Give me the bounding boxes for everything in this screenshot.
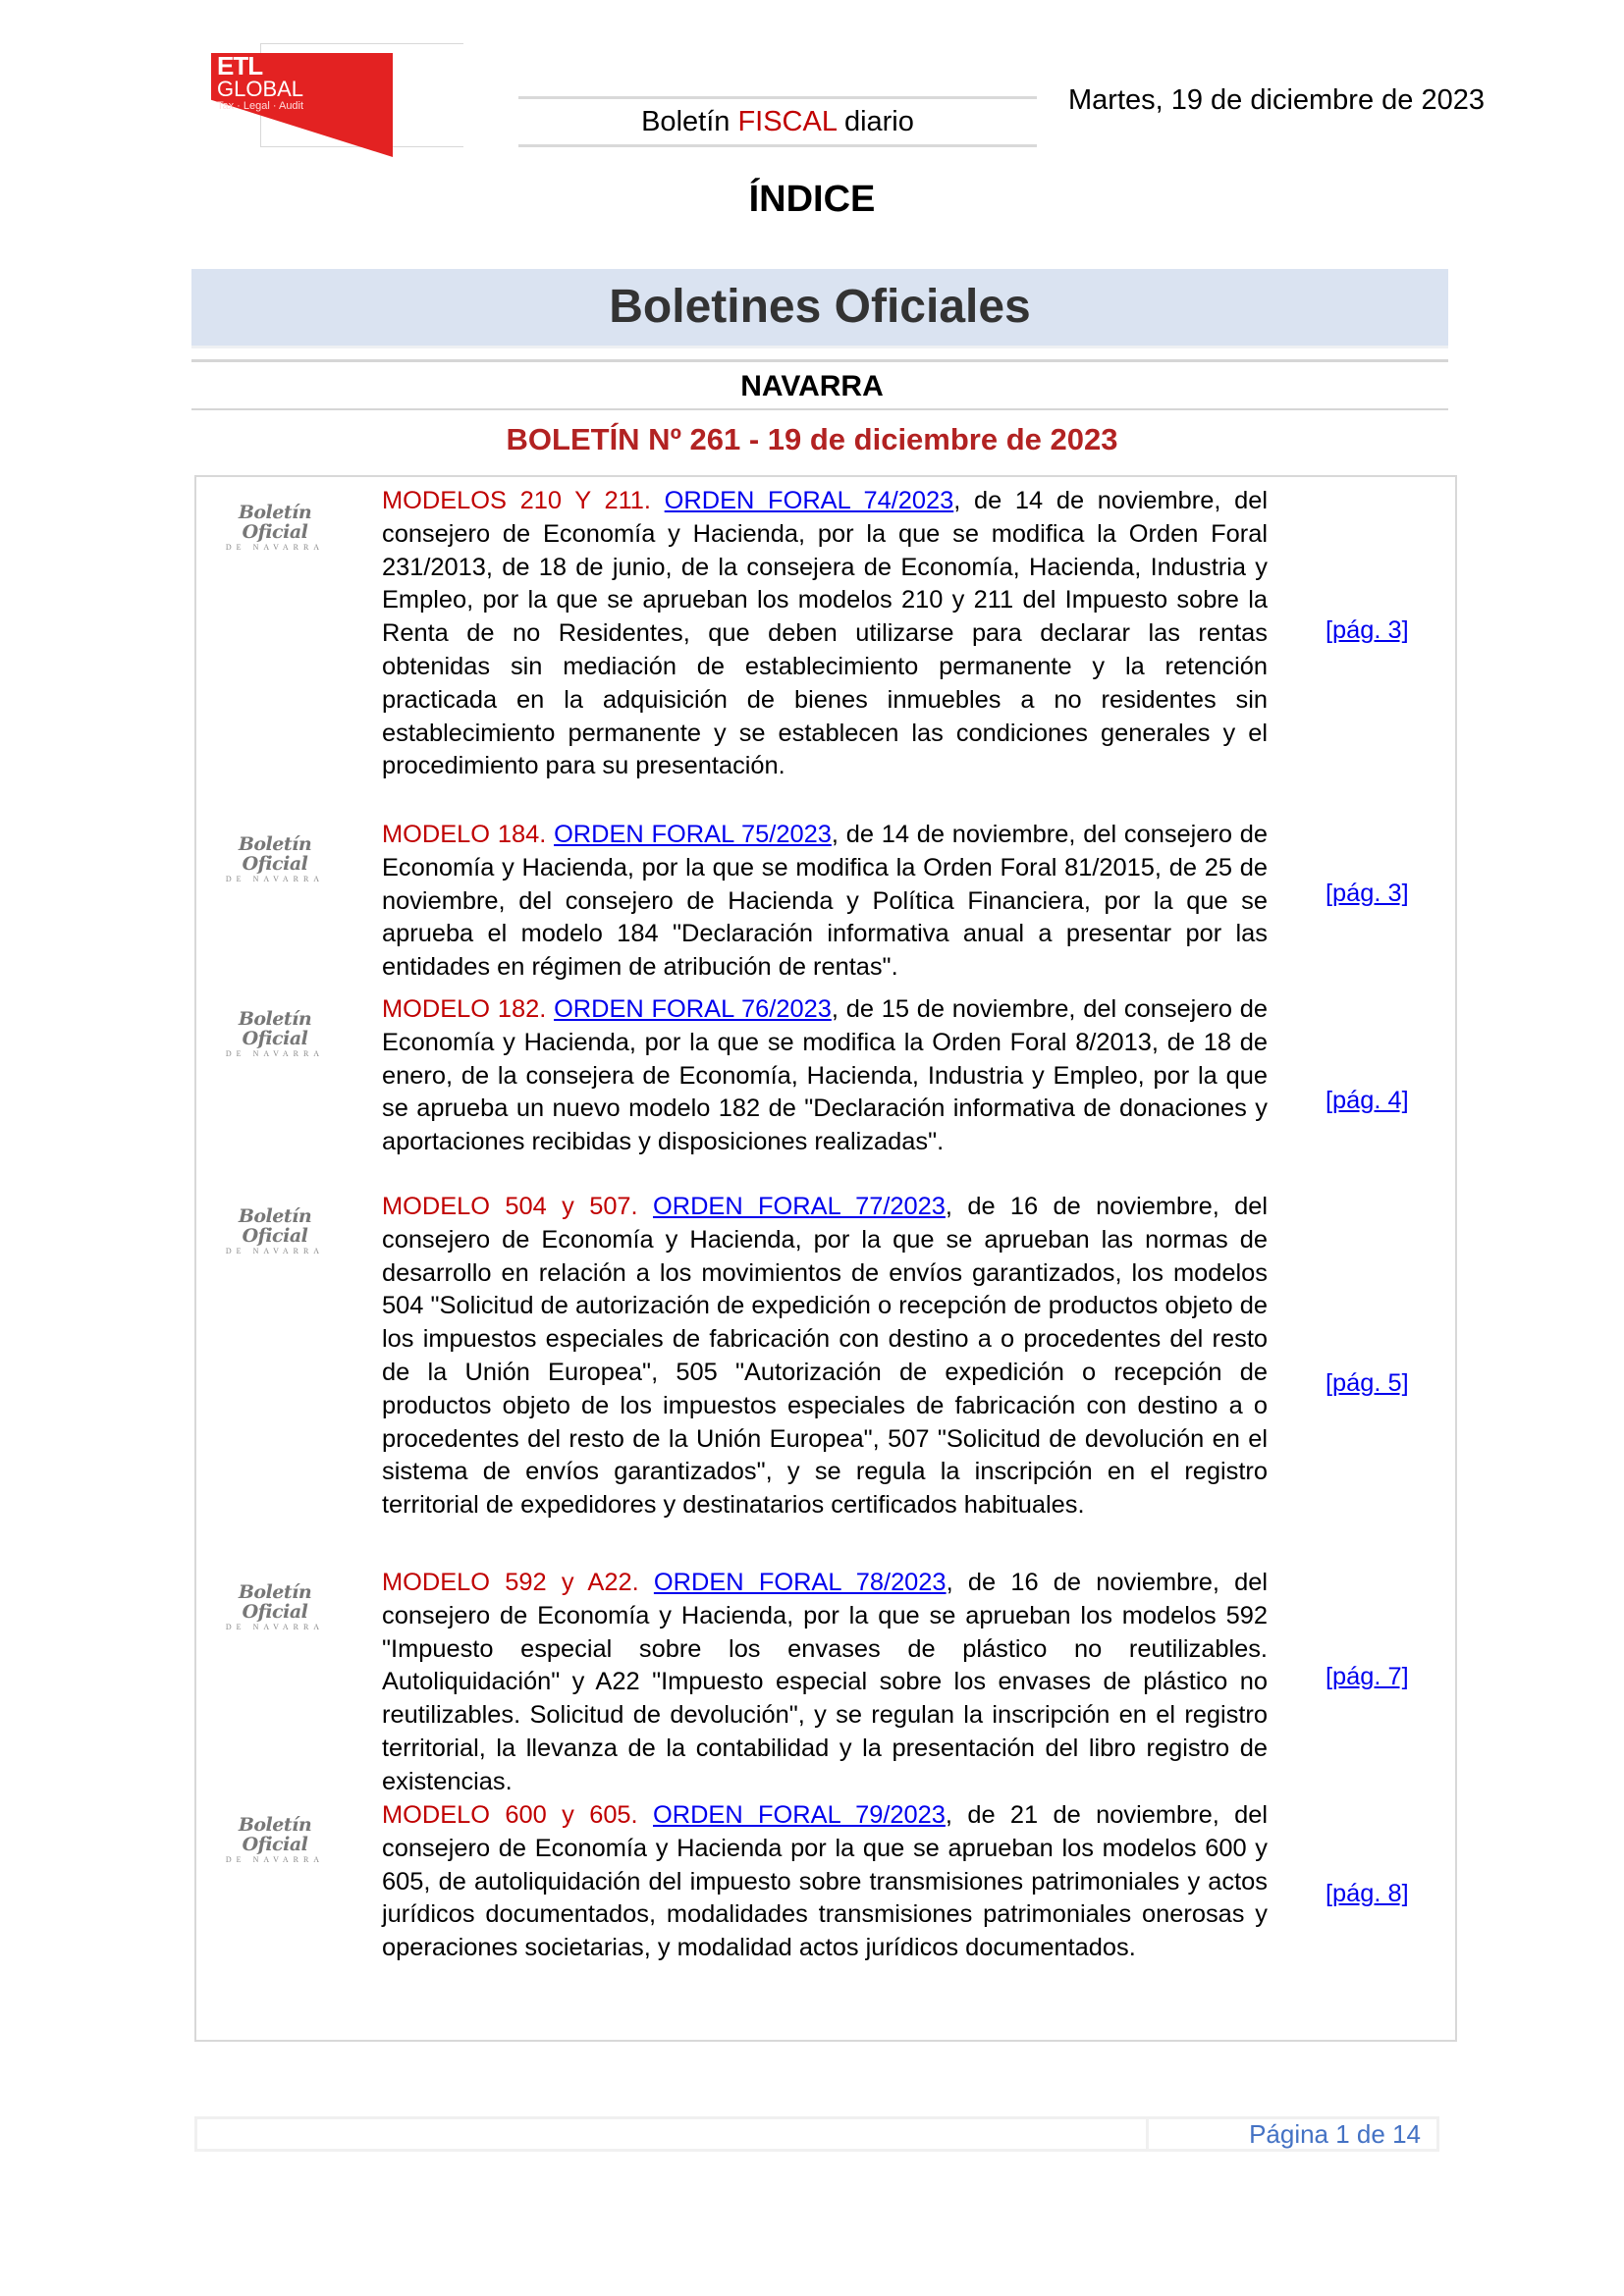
orden-foral-link[interactable]: ORDEN FORAL 74/2023 xyxy=(664,487,954,514)
modelo-label: MODELOS 210 Y 211. xyxy=(382,487,665,514)
page-link[interactable]: [pág. 8] xyxy=(1326,1880,1409,1907)
source-logo-line1: Boletín Oficial xyxy=(238,833,312,875)
entry-description: , de 14 de noviembre, del consejero de Economía y Hacienda, por la que se modifica la Orden Foral 81/2015, de 25 de noviembre, del consejero de Hacienda y Política Financiera, por la que se aprueba el modelo 184 "Declaración informativa anual a presentar por las entidades en régimen de atribución de rentas". xyxy=(382,821,1269,982)
page-link[interactable]: [pág. 7] xyxy=(1326,1663,1409,1690)
bulletin-title: BOLETÍN Nº 261 - 19 de diciembre de 2023 xyxy=(506,422,1118,456)
entry-text xyxy=(382,1799,1268,1965)
entry-description: , de 15 de noviembre, del consejero de Economía y Hacienda, por la que se modifica la Orden Foral 8/2013, de 18 de enero, de la consejera de Economía, Hacienda, Industria y Empleo, por la que se aprueba un nuevo modelo 182 de "Declaración informativa de donaciones y aportaciones recibidas y disposiciones realizadas". xyxy=(382,995,1269,1156)
source-logo-line2: DE NAVARRA xyxy=(225,1247,325,1255)
source-logo-line2: DE NAVARRA xyxy=(225,875,325,883)
page-footer xyxy=(194,2116,1439,2152)
source-logo-line1: Boletín Oficial xyxy=(238,1008,312,1049)
title-suffix: diario xyxy=(836,106,914,137)
orden-foral-link[interactable]: ORDEN FORAL 75/2023 xyxy=(554,821,832,848)
modelo-label: MODELO 184. xyxy=(382,821,555,848)
entry-text xyxy=(382,819,1268,985)
page-link[interactable]: [pág. 3] xyxy=(1326,616,1409,644)
entry-description: , de 16 de noviembre, del consejero de Economía y Hacienda, por la que se aprueban los modelos 592 "Impuesto especial sobre los envases de plástico no reutilizables. Autoliquidación" y A22 "Impuesto especial sobre los envases de plástico no reutilizables. Solicitud de devolución", y se regulan la inscripción en el registro territorial, la llevanza de la contabilidad y la presentación del libro registro de existencias. xyxy=(382,1569,1269,1795)
page-link[interactable]: [pág. 5] xyxy=(1326,1369,1409,1397)
source-logo-line1: Boletín Oficial xyxy=(238,1814,312,1855)
orden-foral-link[interactable]: ORDEN FORAL 78/2023 xyxy=(653,1569,947,1596)
logo-brand: ETL xyxy=(217,51,263,80)
modelo-label: MODELO 182. xyxy=(382,995,555,1023)
source-logo-line1: Boletín Oficial xyxy=(238,1581,312,1623)
source-logo-line1: Boletín Oficial xyxy=(238,1205,312,1247)
title-highlight: FISCAL xyxy=(737,106,837,137)
boletin-oficial-navarra-logo xyxy=(216,503,334,554)
divider xyxy=(191,359,1448,362)
boletin-oficial-navarra-logo xyxy=(216,1206,334,1257)
section-title: Boletines Oficiales xyxy=(191,269,1448,348)
entry-description: , de 16 de noviembre, del consejero de Economía y Hacienda, por la que se aprueban las normas de desarrollo en relación a los movimientos de envíos garantizados, los modelos 504 "Solicitud de autorización de expedición o recepción de productos objeto de los impuestos especiales de fabricación con destino a o procedentes del resto de la Unión Europea", 505 "Autorización de expedición o recepción de productos objeto de los impuestos especiales de fabricación con destino a o procedentes del resto de la Unión Europea", 507 "Solicitud de devolución en el sistema de envíos garantizados", y se regula la inscripción en el registro territorial de expedidores y destinatarios certificados habituales. xyxy=(382,1193,1268,1520)
entry-text xyxy=(382,1567,1268,1799)
boletin-oficial-navarra-logo xyxy=(216,1582,334,1633)
issue-date: Martes, 19 de diciembre de 2023 xyxy=(1068,84,1485,116)
divider xyxy=(191,408,1448,410)
entry-description: , de 14 de noviembre, del consejero de Economía y Hacienda, por la que se modifica la Orden Foral 231/2013, de 18 de junio, de la consejera de Economía, Hacienda, Industria y Empleo, por la que se aprueban los modelos 210 y 211 del Impuesto sobre la Renta de no Residentes, que deben utilizarse para declarar las rentas obtenidas sin mediación de establecimiento permanente y la retención practicada en la adquisición de bienes inmuebles a no residentes sin establecimiento permanente y se establecen las condiciones generales y el procedimiento para su presentación. xyxy=(382,487,1268,780)
page-link[interactable]: [pág. 4] xyxy=(1326,1087,1409,1114)
boletin-oficial-navarra-logo xyxy=(216,834,334,885)
modelo-label: MODELO 592 y A22. xyxy=(382,1569,654,1596)
orden-foral-link[interactable]: ORDEN FORAL 77/2023 xyxy=(652,1193,946,1220)
index-title: ÍNDICE xyxy=(748,179,876,220)
region-title: NAVARRA xyxy=(740,370,884,402)
page-link[interactable]: [pág. 3] xyxy=(1326,880,1409,907)
source-logo-line2: DE NAVARRA xyxy=(225,1623,325,1631)
source-logo-line2: DE NAVARRA xyxy=(225,1049,325,1058)
entry-text xyxy=(382,1191,1268,1522)
source-logo-line2: DE NAVARRA xyxy=(225,1855,325,1864)
entry-text xyxy=(382,485,1268,783)
etl-global-logo xyxy=(211,31,466,149)
logo-brand-sub: GLOBAL xyxy=(217,77,304,101)
boletin-oficial-navarra-logo xyxy=(216,1815,334,1866)
orden-foral-link[interactable]: ORDEN FORAL 79/2023 xyxy=(652,1801,946,1829)
source-logo-line2: DE NAVARRA xyxy=(225,543,325,552)
logo-tagline: Tax · Legal · Audit xyxy=(217,100,304,112)
modelo-label: MODELO 600 y 605. xyxy=(382,1801,653,1829)
entries-table xyxy=(194,475,1457,2042)
orden-foral-link[interactable]: ORDEN FORAL 76/2023 xyxy=(554,995,832,1023)
boletin-oficial-navarra-logo xyxy=(216,1009,334,1060)
footer-divider xyxy=(1146,2119,1149,2149)
entry-description: , de 21 de noviembre, del consejero de Economía y Hacienda por la que se aprueban los modelos 600 y 605, de autoliquidación del impuesto sobre transmisiones patrimoniales y actos jurídicos documentados, modalidades transmisiones patrimoniales onerosas y operaciones societarias, y modalidad actos jurídicos documentados. xyxy=(382,1801,1268,1962)
modelo-label: MODELO 504 y 507. xyxy=(382,1193,653,1220)
title-prefix: Boletín xyxy=(641,106,738,137)
page-number: Página 1 de 14 xyxy=(1249,2119,1421,2149)
entry-text xyxy=(382,993,1268,1159)
newsletter-title xyxy=(518,96,1037,147)
source-logo-line1: Boletín Oficial xyxy=(238,502,312,543)
